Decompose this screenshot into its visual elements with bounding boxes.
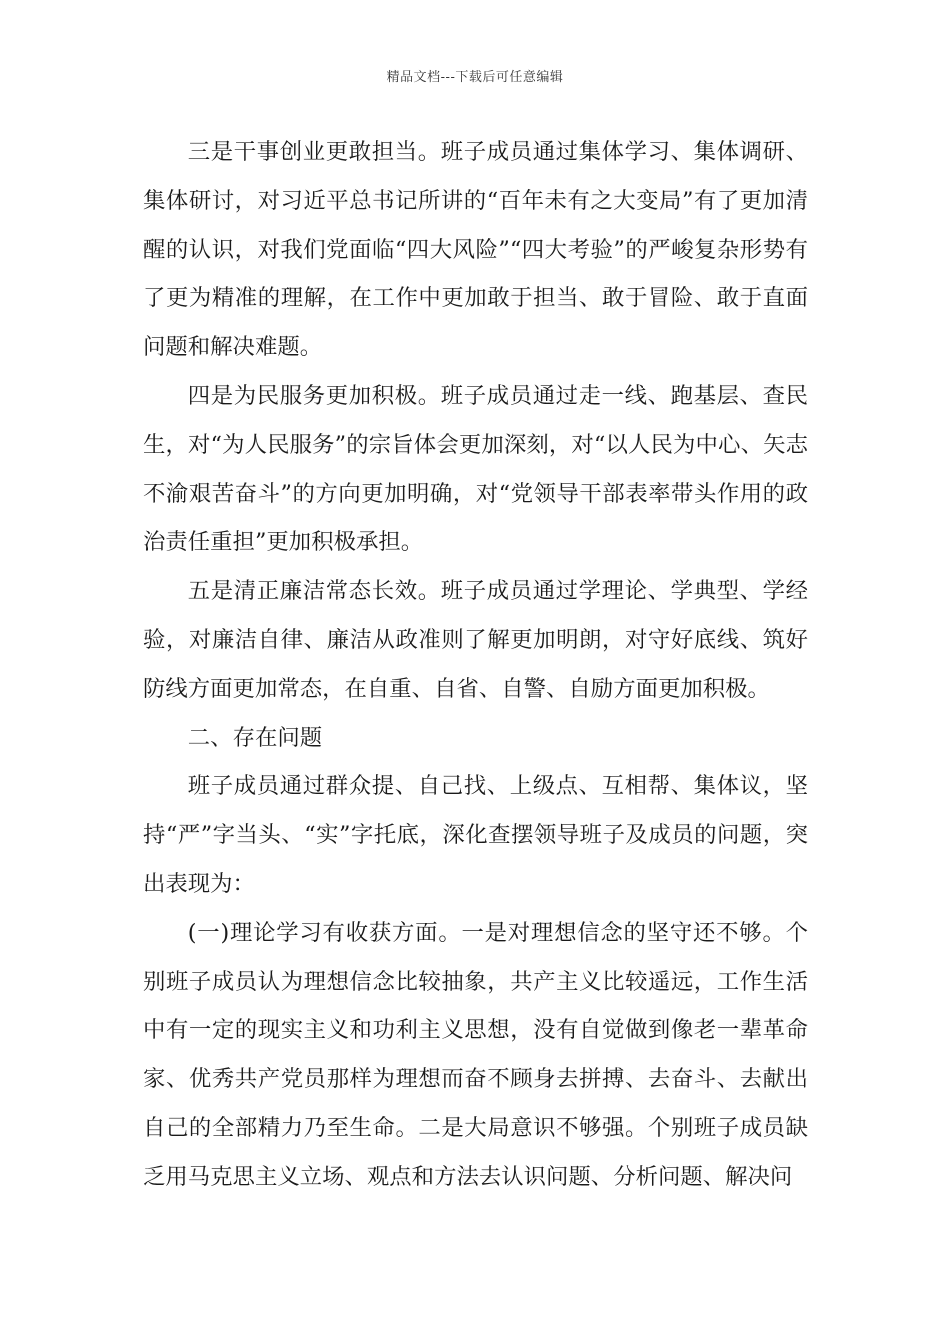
paragraph-commitment: 三是干事创业更敢担当。班子成员通过集体学习、集体调研、集体研讨，对习近平总书记所讲的“百年未有之大变局”有了更加清醒的认识，对我们党面临“四大风险”“四大考验”的严峻复杂形势有了更为精准的理解，在工作中更加敢于担当、敢于冒险、敢于直面问题和解决难题。	[143, 139, 808, 361]
paragraph-service: 四是为民服务更加积极。班子成员通过走一线、跑基层、查民生，对“为人民服务”的宗旨体会更加深刻，对“以人民为中心、矢志不渝艰苦奋斗”的方向更加明确，对“党领导干部表率带头作用的政治责任重担”更加积极承担。	[143, 382, 808, 556]
section-heading-problems: 二、存在问题	[187, 724, 323, 751]
document-body	[143, 128, 808, 1202]
page-header: 精品文档---下载后可任意编辑	[386, 70, 564, 85]
paragraph-theory-study: (一)理论学习有收获方面。一是对理想信念的坚守还不够。个别班子成员认为理想信念比较抽象，共产主义比较遥远，工作生活中有一定的现实主义和功利主义思想，没有自觉做到像老一辈革命家、优秀共产党员那样为理想而奋不顾身去拼搏、去奋斗、去献出自己的全部精力乃至生命。二是大局意识不够强。个别班子成员缺乏用马克思主义立场、观点和方法去认识问题、分析问题、解决问	[143, 919, 808, 1190]
paragraph-integrity: 五是清正廉洁常态长效。班子成员通过学理论、学典型、学经验，对廉洁自律、廉洁从政准则了解更加明朗，对守好底线、筑好防线方面更加常态，在自重、自省、自警、自励方面更加积极。	[143, 578, 808, 702]
paragraph-problems-intro: 班子成员通过群众提、自己找、上级点、互相帮、集体议，坚持“严”字当头、“实”字托底，深化查摆领导班子及成员的问题，突出表现为：	[143, 773, 808, 897]
